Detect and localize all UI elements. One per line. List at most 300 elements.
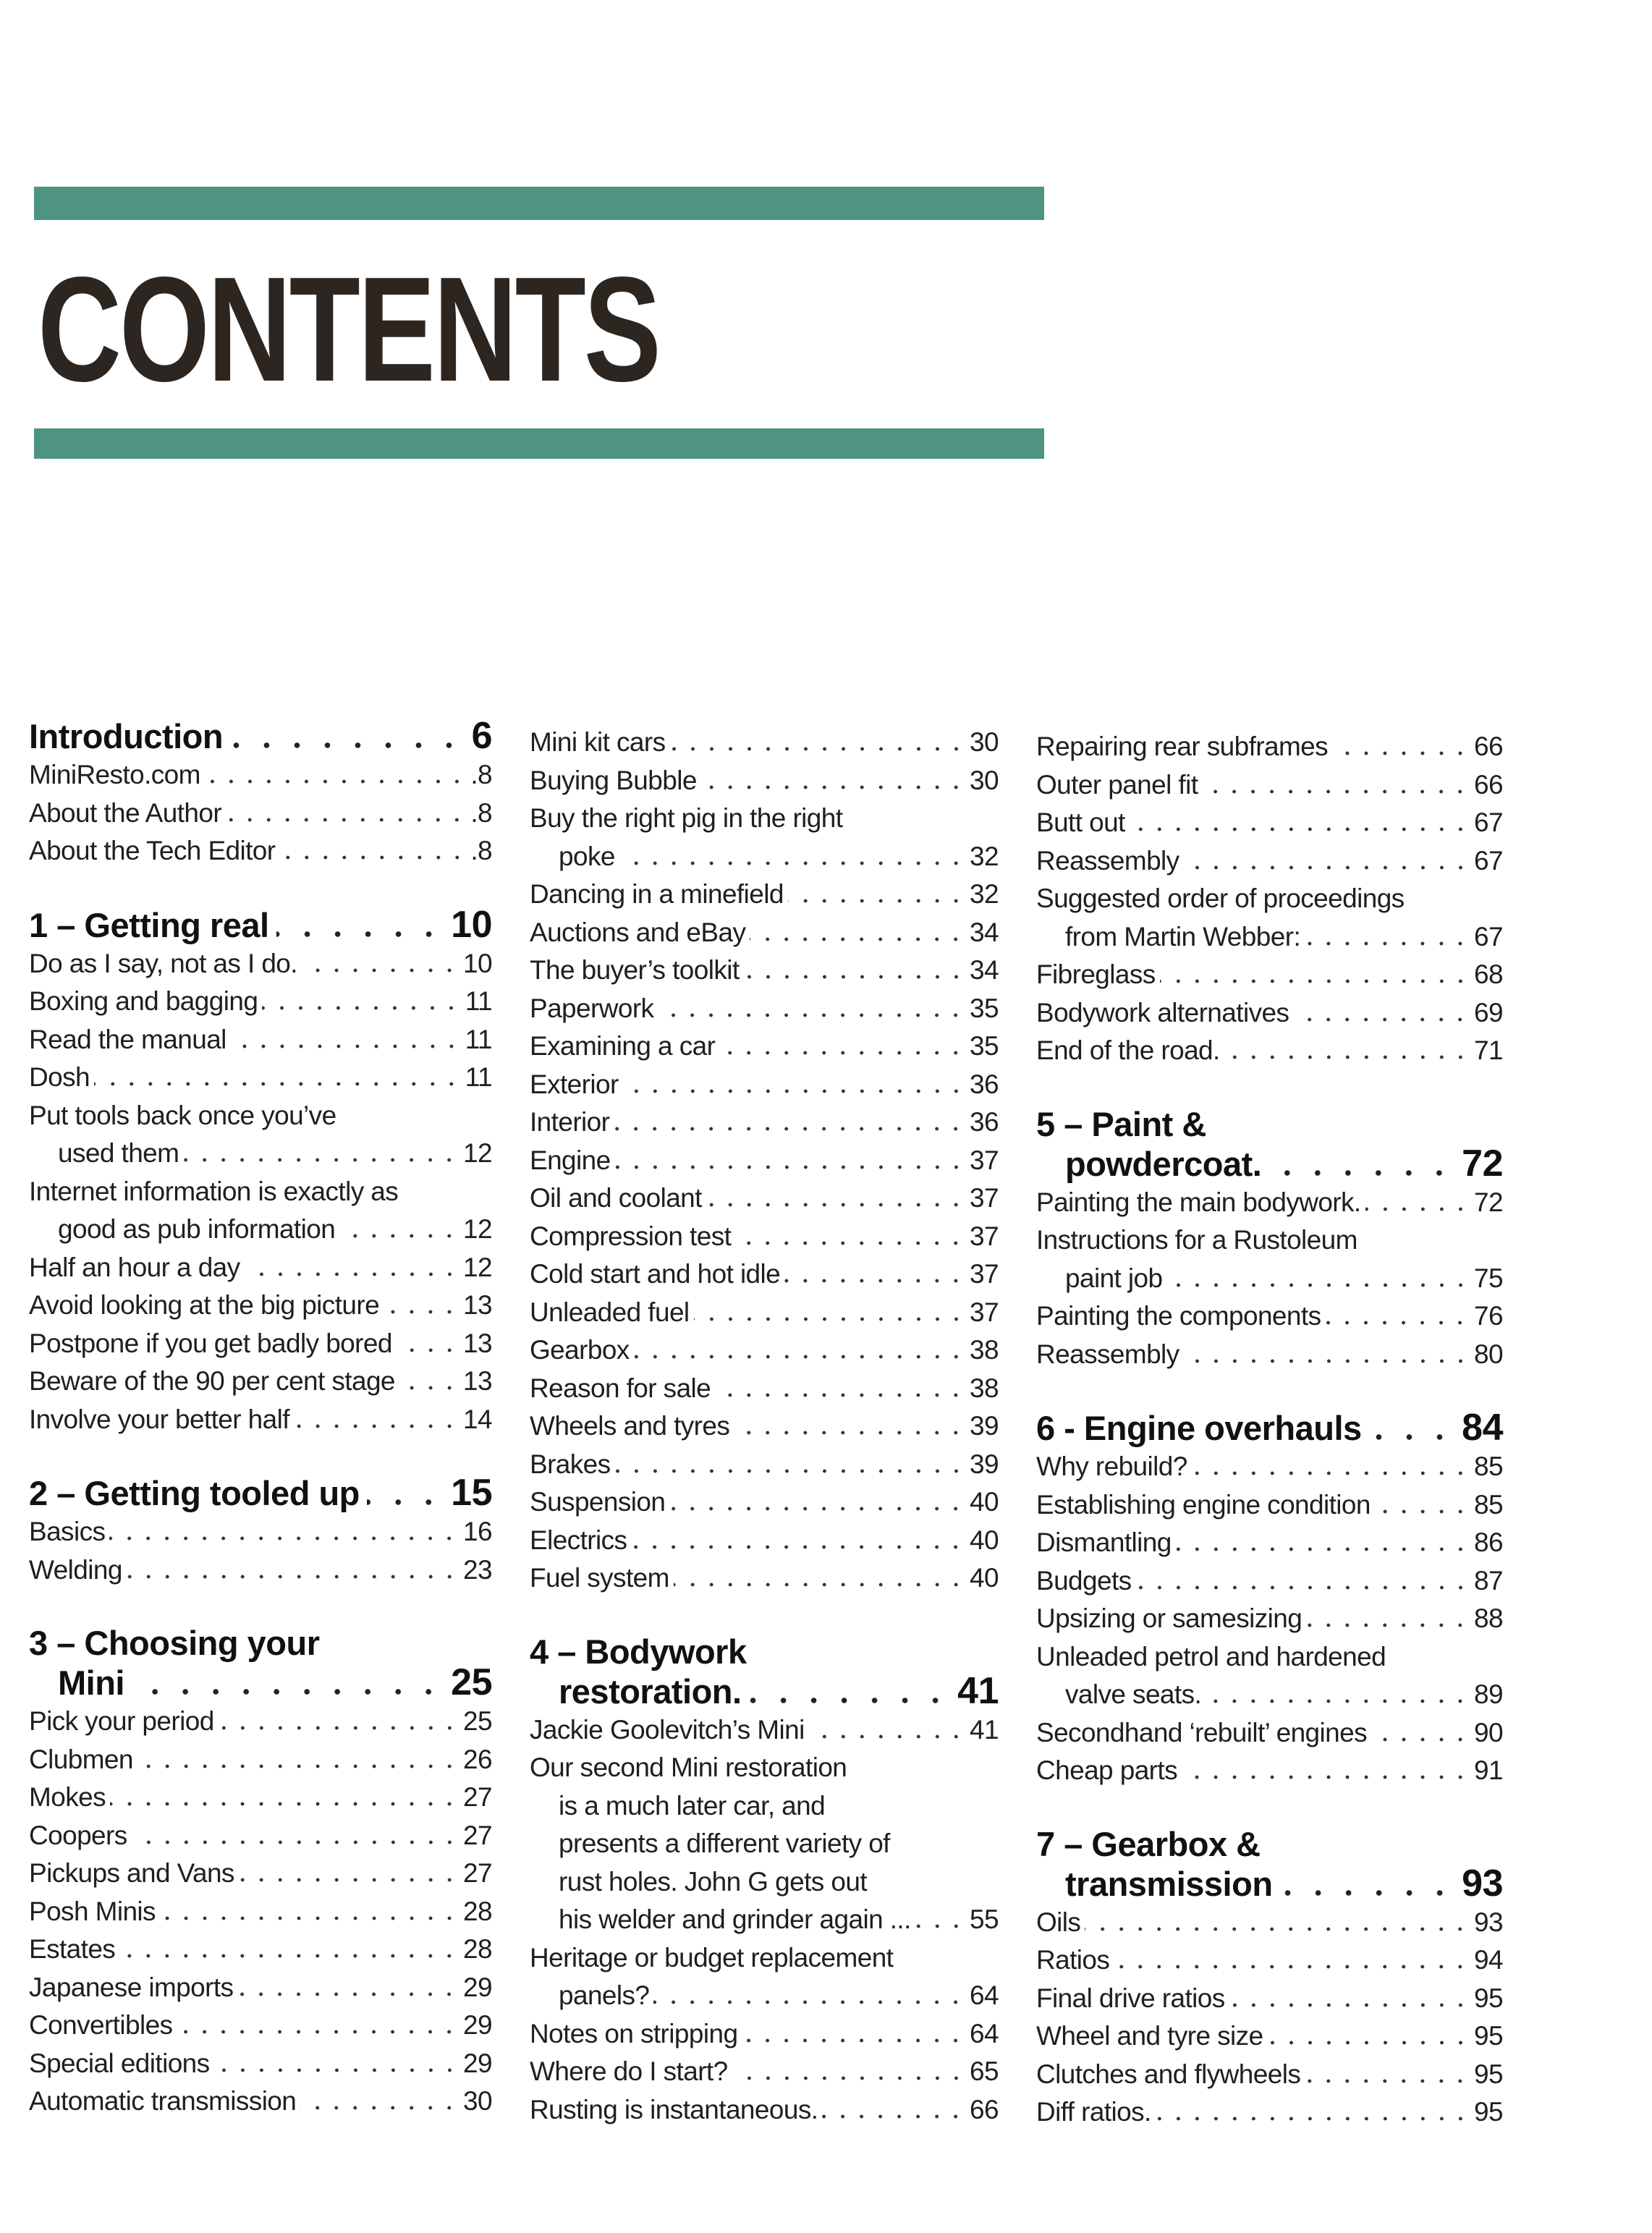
toc-entry-line [29,1551,492,1590]
dot-leader [1268,1170,1454,1176]
toc-entry-line [29,1135,492,1173]
toc-entry[interactable] [530,1559,999,1598]
entry-title: Basics [29,1517,106,1546]
entry-title: used them [58,1138,179,1168]
entry-title: Outer panel fit [1036,769,1198,800]
dot-leader [1305,2079,1470,2083]
toc-section [1036,1105,1503,1374]
toc-entry-line [29,756,492,795]
entry-title: Coopers [29,1820,127,1850]
toc-entry[interactable] [29,1817,492,1855]
dot-leader [132,1840,459,1844]
entry-title: Repairing rear subframes [1036,732,1329,761]
entry-title: good as pub information [58,1214,336,1244]
toc-entry-line [1036,1297,1503,1336]
toc-entry[interactable] [530,2015,999,2054]
toc-entry[interactable] [1036,994,1503,1033]
toc-section [29,1473,492,1589]
toc-entry[interactable] [1036,1448,1503,1486]
toc-entry-line [29,1855,492,1893]
dot-leader [231,1044,461,1048]
toc-entry-line [29,1513,492,1551]
dot-leader [367,1499,444,1505]
toc-entry[interactable] [29,1059,492,1097]
toc-section [1036,1825,1503,2132]
dot-leader [300,2106,459,2110]
entry-title: Wheel and tyre size [1036,2021,1263,2051]
entry-title: Paperwork [530,993,654,1023]
toc-entry-line [530,1255,999,1294]
toc-entry-line [1036,1752,1503,1790]
dot-leader [809,1734,965,1739]
dot-leader [715,1393,965,1397]
dot-leader [634,1355,965,1359]
entry-page-number: 28 [463,1934,492,1964]
dot-leader [1371,1737,1470,1742]
chapter-heading[interactable] [29,1473,492,1513]
toc-entry-line [29,1969,492,2007]
toc-entry[interactable] [1036,1032,1503,1070]
toc-entry-line [29,1287,492,1325]
entry-page-number: 35 [970,993,999,1023]
toc-entry[interactable] [1036,1336,1503,1374]
entry-page-number: 16 [463,1517,492,1546]
dot-leader [1184,865,1470,870]
entry-page-number: 27 [463,1820,492,1850]
dot-leader [1268,2041,1470,2045]
entry-title: Cheap parts [1036,1755,1177,1785]
toc-entry[interactable] [530,952,999,990]
toc-entry-line [1036,1638,1503,1677]
entry-page-number: 11 [465,1062,492,1092]
dot-leader [1229,2003,1470,2007]
entry-page-number: 28 [463,1896,492,1926]
entry-title: Why rebuild? [1036,1452,1187,1481]
toc-entry[interactable] [29,1363,492,1401]
entry-title: Clutches and flywheels [1036,2059,1301,2089]
entry-title: Avoid looking at the big picture [29,1290,380,1320]
entry-title: from Martin Webber: [1065,921,1301,952]
entry-title: Dismantling [1036,1527,1172,1557]
toc-entry[interactable] [1036,880,1503,956]
entry-page-number: 86 [1474,1527,1503,1557]
toc-entry[interactable] [530,1483,999,1522]
toc-entry[interactable] [530,1255,999,1294]
entry-page-number: 14 [463,1404,492,1434]
entry-title: panels? [559,1980,650,2010]
chapter-title: 2 – Getting tooled up [29,1474,360,1512]
chapter-heading[interactable] [1036,1825,1503,1904]
entry-page-number: 37 [970,1183,999,1213]
entry-page-number: 64 [970,2018,999,2048]
dot-leader [742,2038,965,2043]
dot-leader [1167,1283,1470,1287]
toc-entry-line [530,1370,999,1408]
toc-entry[interactable] [1036,1941,1503,1980]
entry-title: Bodywork alternatives [1036,997,1289,1027]
toc-entry-line [530,1977,999,2015]
entry-title: Posh Minis [29,1896,156,1926]
entry-title: Ratios [1036,1945,1110,1975]
toc-entry[interactable] [29,945,492,983]
toc-entry-line [530,1522,999,1560]
toc-entry[interactable] [530,1749,999,1939]
toc-entry[interactable] [530,1939,999,2015]
toc-entry-line [530,1142,999,1180]
dot-leader [262,1006,460,1010]
dot-leader [719,1051,965,1055]
entry-page-number: 95 [1474,2021,1503,2051]
toc-entry-line [1036,728,1503,766]
chapter-heading[interactable] [29,1624,492,1703]
chapter-page-number: 10 [451,903,492,946]
entry-title: Welding [29,1554,122,1585]
entry-page-number: 27 [463,1782,492,1812]
entry-page-number: 32 [970,879,999,909]
toc-entry-line [530,1446,999,1484]
entry-page-number: 12 [463,1138,492,1168]
toc-entry[interactable] [1036,842,1503,881]
entry-title: Involve your better half [29,1404,289,1434]
chapter-title: Mini [58,1664,124,1702]
dot-leader [160,1916,459,1920]
toc-entry[interactable] [1036,728,1503,766]
entry-page-number: 88 [1474,1603,1503,1633]
toc-entry-line [1036,1260,1503,1298]
dot-leader [623,1089,965,1093]
toc-entry-line [1036,1676,1503,1714]
toc-entry[interactable] [29,1779,492,1817]
toc-entry[interactable] [530,1370,999,1408]
entry-title: Unleaded petrol and hardened [1036,1641,1386,1671]
entry-title: Fibreglass [1036,959,1156,989]
toc-entry[interactable] [29,795,492,833]
entry-title: Internet information is exactly as [29,1176,399,1206]
entry-page-number: .8 [470,760,492,789]
toc-entry-line [530,1901,999,1939]
toc-entry[interactable] [530,1407,999,1446]
chapter-heading-line [1036,1144,1503,1184]
entry-page-number: 30 [970,727,999,757]
dot-leader [177,2030,459,2034]
toc-section [29,716,492,870]
entry-title: Electrics [530,1525,627,1555]
toc-entry-line [530,2015,999,2054]
toc-entry[interactable] [29,1173,492,1249]
toc-entry-line [29,1703,492,1741]
dot-leader [214,2068,459,2072]
entry-page-number: 13 [463,1366,492,1396]
toc-entry[interactable] [1036,804,1503,842]
entry-title: Our second Mini restoration [530,1753,847,1782]
toc-entry[interactable] [1036,1221,1503,1297]
entry-title: poke [559,841,615,871]
toc-entry-line [1036,1524,1503,1562]
entry-page-number: 85 [1474,1452,1503,1481]
chapter-page-number: 6 [471,715,492,757]
entry-title: Interior [530,1107,610,1137]
dot-leader [653,2000,965,2004]
toc-entry-line [1036,956,1503,994]
dot-leader [119,1954,459,1958]
dot-leader [1332,751,1470,755]
toc-entry[interactable] [530,914,999,952]
chapter-heading[interactable] [1036,1408,1503,1448]
toc-entry[interactable] [1036,1524,1503,1562]
entry-title: Do as I say, not as I do. [29,948,297,978]
dot-leader [735,1241,965,1245]
toc-entry[interactable] [530,800,999,876]
toc-entry[interactable] [29,1287,492,1325]
entry-page-number: 29 [463,2048,492,2078]
toc-entry-line [1036,1448,1503,1486]
entry-title: Heritage or budget replacement [530,1942,894,1973]
chapter-heading[interactable] [530,1632,999,1711]
toc-entry[interactable] [1036,1297,1503,1336]
entry-title: Cold start and hot idle [530,1259,781,1289]
dot-leader [788,899,965,903]
toc-entry[interactable] [29,1097,492,1173]
toc-entry-line [1036,1486,1503,1525]
chapter-title: 5 – Paint & [1036,1104,1206,1143]
entry-title: Reassembly [1036,1339,1179,1369]
toc-entry[interactable] [29,1931,492,1969]
dot-leader [1192,1471,1470,1475]
toc-entry-line [530,952,999,990]
dot-leader [1206,1699,1470,1703]
accent-bar-top [34,187,1044,220]
dot-leader [701,785,965,789]
toc-entry-line [29,1097,492,1135]
dot-leader [1306,1623,1470,1627]
toc-entry[interactable] [1036,1752,1503,1790]
chapter-heading-line [1036,1408,1503,1448]
chapter-heading[interactable] [29,905,492,945]
entry-page-number: 71 [1474,1035,1503,1065]
dot-leader [670,747,966,751]
toc-entry[interactable] [29,1325,492,1363]
entry-page-number: 65 [970,2056,999,2086]
toc-entry-line [530,1559,999,1598]
toc-entry-line [1036,842,1503,881]
toc-entry-line [530,1483,999,1522]
entry-page-number: 11 [465,1024,492,1054]
entry-title: Pick your period [29,1706,214,1736]
entry-title: Jackie Goolevitch’s Mini [530,1714,805,1745]
toc-entry[interactable] [1036,1562,1503,1601]
entry-page-number: 39 [970,1449,999,1479]
dot-leader [674,1582,965,1587]
entry-page-number: 85 [1474,1489,1503,1520]
toc-entry[interactable] [530,724,999,762]
entry-title: Beware of the 90 per cent stage [29,1366,395,1396]
toc-entry[interactable] [530,762,999,800]
toc-entry-line [1036,1184,1503,1222]
entry-page-number: 34 [970,955,999,985]
chapter-heading[interactable] [29,716,492,756]
entry-title: rust holes. John G gets out [559,1866,867,1897]
toc-entry[interactable] [29,832,492,870]
entry-page-number: 36 [970,1069,999,1099]
dot-leader [1305,941,1470,946]
toc-entry[interactable] [530,1179,999,1218]
chapter-heading[interactable] [1036,1105,1503,1184]
toc-entry-line [29,2045,492,2083]
toc-entry-line [29,983,492,1021]
toc-entry-line [530,1939,999,1978]
toc-entry[interactable] [1036,766,1503,805]
toc-entry[interactable] [29,2082,492,2121]
entry-page-number: 89 [1474,1679,1503,1709]
entry-title: Engine [530,1145,611,1175]
entry-page-number: 67 [1474,808,1503,837]
dot-leader [219,1726,459,1730]
toc-entry[interactable] [29,1551,492,1590]
chapter-page-number: 15 [451,1472,492,1514]
toc-entry[interactable] [530,1103,999,1142]
toc-entry-line [1036,1336,1503,1374]
entry-title: Special editions [29,2048,210,2078]
toc-entry[interactable] [29,1969,492,2007]
toc-entry[interactable] [29,1855,492,1893]
dot-leader [694,1317,965,1321]
chapter-heading-line [29,1473,492,1513]
toc-entry[interactable] [29,1741,492,1779]
entry-page-number: 39 [970,1411,999,1441]
entry-title: End of the road. [1036,1035,1220,1065]
entry-title: Diff ratios. [1036,2097,1151,2127]
entry-title: Buy the right pig in the right [530,803,843,833]
toc-entry[interactable] [1036,2017,1503,2056]
toc-entry[interactable] [29,1513,492,1551]
toc-entry[interactable] [530,1711,999,1750]
chapter-heading-line [29,716,492,756]
entry-title: Brakes [530,1449,611,1479]
entry-title: Oil and coolant [530,1183,702,1213]
chapter-title: 7 – Gearbox & [1036,1824,1261,1863]
dot-leader [706,1203,965,1207]
entry-page-number: 37 [970,1145,999,1175]
toc-entry[interactable] [530,1066,999,1104]
toc-entry-line [1036,1904,1503,1942]
toc-entry-line [1036,1714,1503,1753]
dot-leader [1325,1321,1470,1325]
dot-leader [669,1507,965,1511]
toc-entry[interactable] [530,1218,999,1256]
toc-entry[interactable] [1036,1486,1503,1525]
entry-title: Suspension [530,1487,666,1517]
dot-leader [1365,1207,1470,1211]
toc-entry[interactable] [530,1522,999,1560]
toc-entry[interactable] [1036,1904,1503,1942]
dot-leader [1085,1927,1470,1931]
entry-page-number: 66 [970,2094,999,2124]
entry-title: Buying Bubble [530,765,697,795]
toc-entry[interactable] [1036,1184,1503,1222]
toc-entry[interactable] [29,2045,492,2083]
entry-page-number: 37 [970,1221,999,1251]
toc-column-1 [29,716,492,2156]
toc-entry-line [530,1179,999,1218]
toc-entry[interactable] [29,1893,492,1931]
toc-section [1036,728,1503,1070]
toc-entry[interactable] [29,983,492,1021]
dot-leader [1160,979,1470,983]
toc-entry-line [29,1401,492,1439]
entry-title: Dancing in a minefield [530,879,784,909]
toc-entry-line [29,2082,492,2121]
entry-title: Establishing engine condition [1036,1489,1371,1520]
toc-entry[interactable] [29,756,492,795]
entry-title: Where do I start? [530,2056,728,2086]
dot-leader [1224,1055,1470,1059]
toc-entry[interactable] [1036,2093,1503,2132]
toc-entry[interactable] [530,1142,999,1180]
dot-leader [615,1165,965,1169]
toc-entry[interactable] [530,990,999,1028]
chapter-heading-line [530,1632,999,1671]
toc-entry[interactable] [530,1331,999,1370]
toc-entry[interactable] [530,1294,999,1332]
entry-page-number: 69 [1474,997,1503,1027]
toc-entry[interactable] [29,1249,492,1287]
entry-page-number: 80 [1474,1339,1503,1369]
toc-column-2 [530,724,999,2164]
dot-leader [137,1764,459,1768]
chapter-title: 4 – Bodywork [530,1632,747,1671]
dot-leader [732,2076,965,2080]
toc-entry[interactable] [29,1703,492,1741]
toc-entry[interactable] [530,2091,999,2130]
entry-title: Butt out [1036,808,1125,837]
toc-entry-line [530,1331,999,1370]
toc-entry[interactable] [530,1027,999,1066]
toc-entry[interactable] [1036,956,1503,994]
chapter-page-number: 84 [1462,1407,1503,1449]
entry-page-number: 55 [970,1904,999,1934]
toc-entry-line [29,1779,492,1817]
entry-page-number: 66 [1474,732,1503,761]
toc-entry[interactable] [1036,1714,1503,1753]
toc-entry[interactable] [530,1446,999,1484]
toc-entry-line [29,945,492,983]
toc-entry[interactable] [29,1401,492,1439]
entry-page-number: 66 [1474,769,1503,800]
toc-entry-line [1036,1941,1503,1980]
entry-title: The buyer’s toolkit [530,955,740,985]
toc-entry[interactable] [1036,1600,1503,1638]
toc-section [530,1632,999,2130]
toc-entry[interactable] [1036,1980,1503,2018]
toc-section [530,724,999,1598]
entry-title: Boxing and bagging [29,986,258,1016]
toc-entry[interactable] [530,876,999,914]
dot-leader [294,1424,459,1428]
entry-title: Final drive ratios [1036,1983,1225,2013]
entry-title: Fuel system [530,1563,669,1593]
toc-entry-line [530,1749,999,1787]
toc-entry-line [29,1817,492,1855]
toc-entry[interactable] [1036,1638,1503,1714]
toc-entry[interactable] [29,1021,492,1059]
toc-entry-line [29,1249,492,1287]
entry-title: Examining a car [530,1031,716,1061]
entry-page-number: 29 [463,2010,492,2040]
toc-entry[interactable] [530,2053,999,2091]
toc-entry[interactable] [29,2007,492,2045]
toc-entry[interactable] [1036,2056,1503,2094]
accent-bar-bottom [34,428,1044,459]
